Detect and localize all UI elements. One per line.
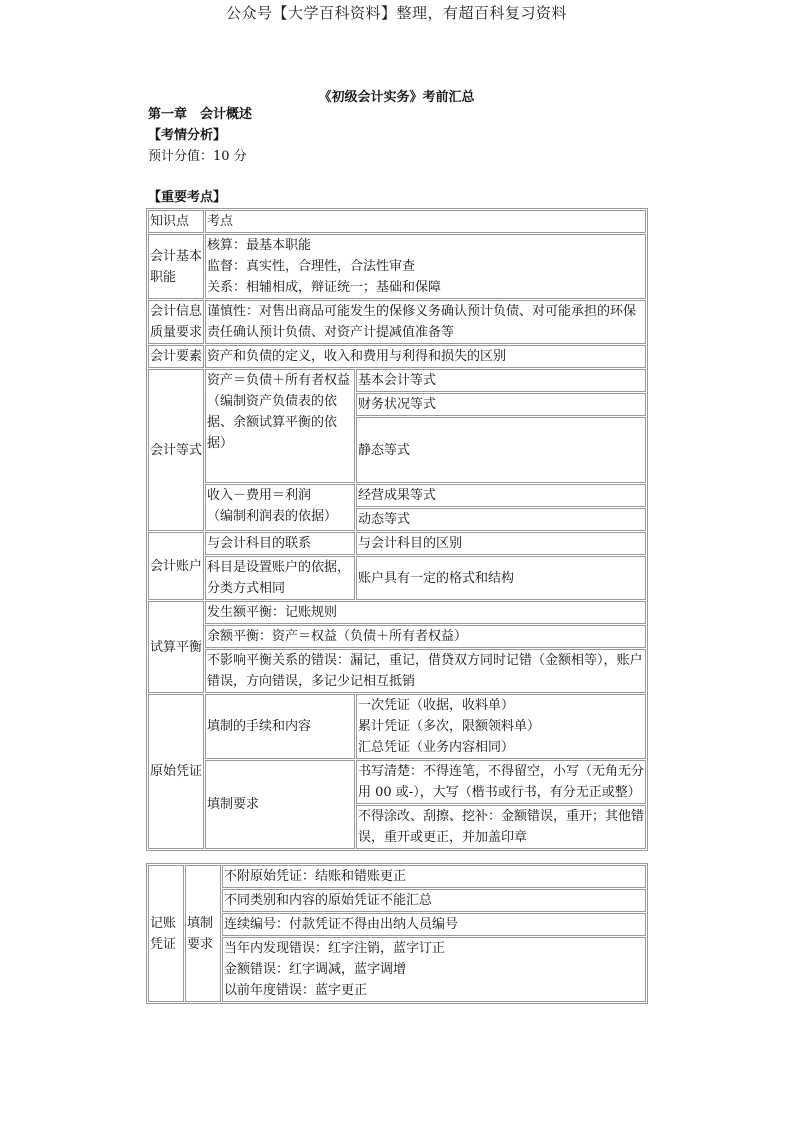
accounts-diff-head: 与会计科目的区别 [356, 532, 646, 555]
voucher-row-3: 连续编号：付款凭证不得由出纳人员编号 [222, 913, 646, 936]
equation-2-cell: 收入－费用＝利润 （编制利润表的依据） [205, 484, 355, 531]
topic-source-doc: 原始凭证 [148, 694, 204, 849]
elements-content: 资产和负债的定义，收入和费用与利得和损失的区别 [205, 345, 646, 368]
topic-voucher: 记账凭证 [148, 865, 184, 1002]
trial-balance-row-1: 发生额平衡：记账规则 [205, 601, 646, 624]
header-cell-point: 考点 [205, 210, 646, 233]
voucher-row-2: 不同类别和内容的原始凭证不能汇总 [222, 889, 646, 912]
voucher-corrections: 当年内发现错误：红字注销，蓝字订正 金额错误：红字调减，蓝字调增 以前年度错误：蓝字更正 [222, 937, 646, 1002]
source-doc-req-2: 不得涂改、刮擦、挖补：金额错误，重开；其他错误，重开或更正，并加盖印章 [356, 805, 646, 849]
voucher-table [146, 863, 648, 1004]
equation-1-name-1: 基本会计等式 [356, 369, 646, 392]
topic-equation: 会计等式 [148, 369, 204, 531]
topic-info-quality: 会计信息质量要求 [148, 300, 204, 344]
topic-accounts: 会计账户 [148, 532, 204, 600]
source-doc-req-label: 填制要求 [205, 760, 355, 849]
voucher-row-1: 不附原始凭证：结账和错账更正 [222, 865, 646, 888]
equation-1-name-2: 财务状况等式 [356, 393, 646, 416]
topic-basic-functions: 会计基本职能 [148, 234, 204, 299]
page-header: 公众号【大学百科资料】整理，有超百科复习资料 [225, 4, 567, 22]
chapter-heading: 第一章 会计概述 [148, 107, 253, 122]
accounts-diff-text: 账户具有一定的格式和结构 [356, 556, 646, 600]
document-title: 《初级会计实务》考前汇总 [318, 90, 475, 105]
expected-score: 预计分值：10 分 [148, 149, 247, 164]
info-quality-content: 谨慎性：对售出商品可能发生的保修义务确认预计负债、对可能承担的环保责任确认预计负债、对资产计提减值准备等 [205, 300, 646, 344]
accounts-link-head: 与会计科目的联系 [205, 532, 355, 555]
key-points-heading: 【重要考点】 [148, 190, 227, 205]
source-doc-req-1: 书写清楚：不得连笔，不得留空，小写（无角无分用 00 或-），大写（楷书或行书，有分无正或整） [356, 760, 646, 804]
equation-1-name-3: 静态等式 [356, 417, 646, 483]
equation-2-name-1: 经营成果等式 [356, 484, 646, 507]
topic-trial-balance: 试算平衡 [148, 601, 204, 693]
voucher-sub-label: 填制要求 [185, 865, 221, 1002]
source-doc-proc-label: 填制的手续和内容 [205, 694, 355, 759]
trial-balance-row-2: 余额平衡：资产＝权益（负债＋所有者权益） [205, 625, 646, 648]
equation-1-cell: 资产＝负债＋所有者权益 （编制资产负债表的依据、余额试算平衡的依据） [205, 369, 355, 483]
topic-elements: 会计要素 [148, 345, 204, 368]
analysis-heading: 【考情分析】 [148, 128, 227, 143]
equation-2-name-2: 动态等式 [356, 508, 646, 531]
basic-functions-content: 核算：最基本职能 监督：真实性，合理性，合法性审查 关系：相辅相成，辩证统一；基础和保障 [205, 234, 646, 299]
key-points-table [146, 208, 648, 851]
source-doc-proc-content: 一次凭证（收据，收料单） 累计凭证（多次，限额领料单） 汇总凭证（业务内容相同） [356, 694, 646, 759]
trial-balance-row-3: 不影响平衡关系的错误：漏记，重记，借贷双方同时记错（金额相等），账户错误，方向错误，多记少记相互抵销 [205, 649, 646, 693]
accounts-link-text: 科目是设置账户的依据，分类方式相同 [205, 556, 355, 600]
header-cell-topic: 知识点 [148, 210, 204, 233]
